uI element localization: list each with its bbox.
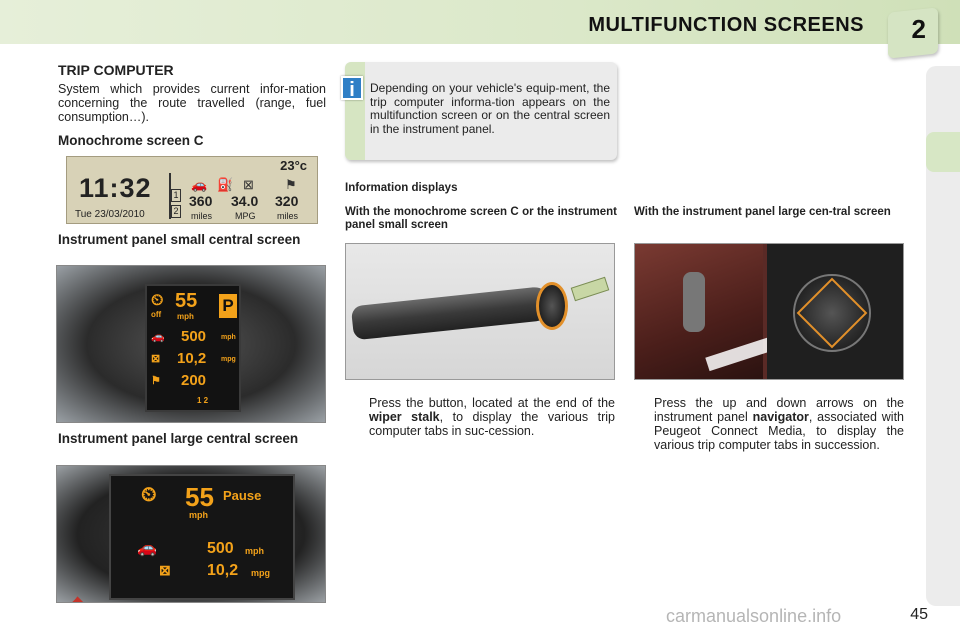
large-row-2-unit: mpg [251,568,270,578]
gear-indicator: P [219,294,237,318]
flag-icon: ⚑ [285,177,297,192]
mono-clock: 11:32 [79,173,152,203]
large-lcd [109,474,295,600]
bullet-text [369,396,615,438]
large-pause: Pause [223,488,262,503]
large-row-1: 500 [207,540,234,557]
small-speed-unit: mph [177,312,194,321]
info-icon: i [341,76,363,100]
mono-unit-range: miles [191,211,213,221]
small-off-label: off [151,310,162,319]
info-text: Depending on your vehicle's equip-ment, the trip computer informa-tion appears on the multifunction screen or on the central screen in the instrument panel. [370,81,610,136]
bullet-2-before: Press the up and down arrows on the instrument panel [654,396,904,424]
mono-tab-1: 1 [171,189,181,202]
mono-value-distance: 320 [275,193,299,209]
mono-date: Tue 23/03/2010 [75,209,145,220]
small-screen-heading: Instrument panel small central screen [58,232,301,247]
mono-value-range: 360 [189,193,213,209]
small-screen-image [56,265,326,423]
bullet-wiper-stalk [349,396,615,438]
large-row-2: 10,2 [207,562,239,579]
large-speed-unit: mph [189,510,208,520]
chapter-number: 2 [911,14,926,44]
bullet-1-after: , to display the various trip computer tabs in suc-cession. [369,410,615,438]
mono-screen-image [66,156,318,224]
bullet-icon [349,396,369,438]
bullet-2-after: , associated with Peugeot Connect Media, to display the various trip computer tabs in succession. [654,410,904,452]
navigator-image [634,243,904,380]
trip-computer-heading: TRIP COMPUTER [58,62,174,78]
large-speed: 55 [185,482,214,512]
page-number: 45 [910,606,928,623]
mono-value-mpg: 34.0 [231,193,259,209]
large-screen-image [56,465,326,603]
car-fuel-icon-large: 🚗 [137,540,157,557]
stalk-button [536,282,568,330]
column-1-heading: With the monochrome screen C or the instrument panel small screen [345,206,617,231]
mono-screen-heading: Monochrome screen C [58,133,204,148]
small-row-1: 500 [181,328,207,345]
bullet-1-bold: wiper stalk [369,410,440,424]
car-icon: 🚗 [191,177,208,192]
wiper-stalk-image [345,243,615,380]
gear-lever [683,272,705,332]
bullet-navigator [634,396,904,452]
watermark: carmanualsonline.info [666,606,842,626]
wiper-stalk [351,286,553,341]
small-row-1-unit: mph [221,334,236,341]
page-title: MULTIFUNCTION SCREENS [588,14,864,36]
large-screen-heading: Instrument panel large central screen [58,431,299,446]
small-lcd [145,284,241,412]
small-row-3: 200 [181,372,207,389]
small-tabs: 1 2 [197,396,209,405]
small-row-2: 10,2 [177,350,207,367]
range-icon-small: ⚑ [151,375,161,387]
intro-paragraph: System which provides current infor-mation concerning the route travelled (range, fuel consumption…). [58,82,326,124]
information-displays-heading: Information displays [345,182,458,194]
mono-unit-mpg: MPG [235,211,256,221]
bullet-text [654,396,904,452]
speedometer-icon: ⏲ [151,292,164,309]
small-speed: 55 [175,290,198,312]
side-rail-tab [926,132,960,172]
bullet-2-bold: navigator [752,410,809,424]
bullet-1-before: Press the button, located at the end of the [369,396,615,410]
mono-unit-distance: miles [277,211,299,221]
fuel-icon: ⛽ [217,177,234,192]
large-row-1-unit: mph [245,546,264,556]
pointer-arrow-icon [571,277,610,301]
mono-tab-2: 2 [171,205,181,218]
column-2-heading: With the instrument panel large cen-tral screen [634,206,891,218]
rev-gauge [56,506,97,603]
bullet-icon [634,396,654,452]
car-fuel-icon: 🚗 [151,331,165,343]
speedometer-icon-large: ⏲ [141,484,157,506]
consumption-icon: ⊠ [243,177,254,192]
consumption-icon-small: ⊠ [151,353,161,365]
small-row-2-unit: mpg [221,356,236,363]
mono-temperature: 23°c [280,158,307,173]
consumption-icon-large: ⊠ [159,562,171,578]
